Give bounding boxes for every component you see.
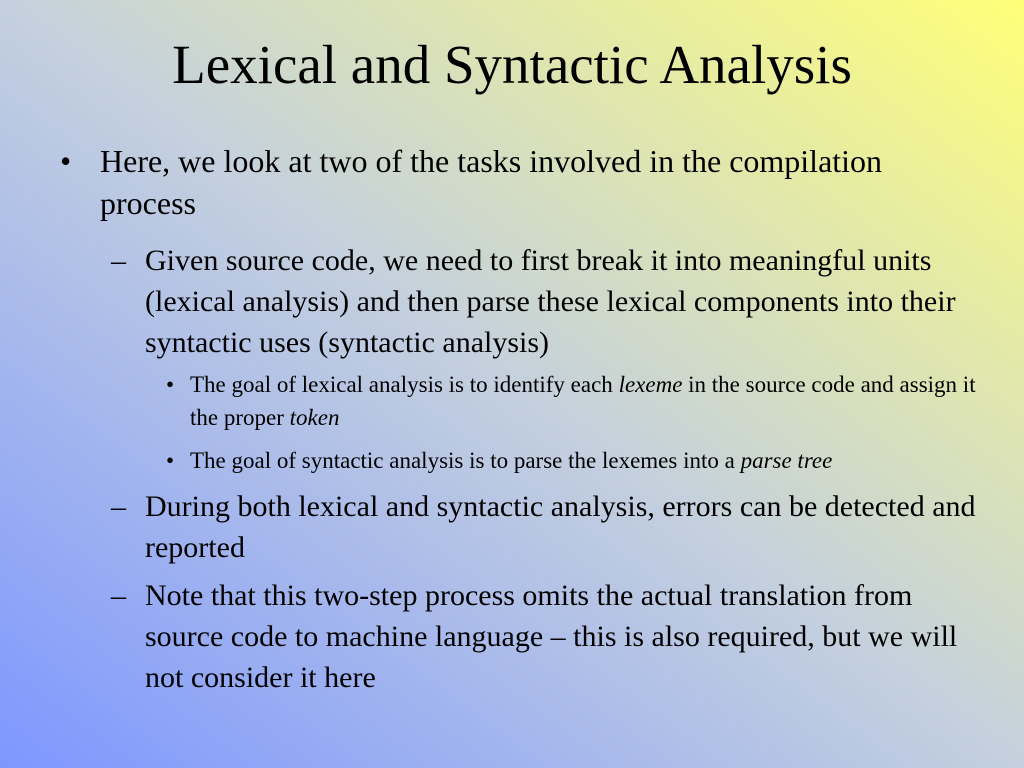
bullet-dash-icon: –	[111, 244, 126, 277]
bullet-text-before: The goal of lexical analysis is to identify each	[190, 372, 619, 397]
bullet-text: Given source code, we need to first break it into meaningful units (lexical analysis) and then parse these lexical components into their syntactic uses (syntactic analysis)	[145, 244, 956, 359]
slide-title: Lexical and Syntactic Analysis	[172, 34, 852, 95]
term-parse-tree: parse tree	[740, 448, 833, 473]
bullet-errors	[111, 486, 995, 568]
bullet-lexical-goal	[166, 368, 1000, 434]
bullet-dot-icon: •	[60, 143, 72, 179]
bullet-text: Here, we look at two of the tasks involved in the compilation process	[100, 143, 883, 221]
bullet-dot-icon: •	[166, 372, 175, 397]
bullet-syntactic-goal	[166, 444, 1000, 477]
bullet-dash-icon: –	[111, 490, 126, 523]
bullet-dot-icon: •	[166, 448, 175, 473]
bullet-source-code	[111, 240, 995, 363]
bullet-text: During both lexical and syntactic analysis, errors can be detected and reported	[145, 490, 976, 564]
bullet-text-before: The goal of syntactic analysis is to parse the lexemes into a	[190, 448, 741, 473]
term-lexeme: lexeme	[618, 372, 683, 397]
bullet-dash-icon: –	[111, 579, 126, 612]
bullet-text-middle: in the source code and assign it the proper	[190, 372, 976, 430]
bullet-text: Note that this two-step process omits the actual translation from source code to machine language – this is also required, but we will not consider it here	[145, 579, 958, 694]
bullet-translation-note	[111, 575, 995, 698]
bullet-compilation-tasks	[60, 140, 980, 224]
term-token: token	[289, 405, 340, 430]
